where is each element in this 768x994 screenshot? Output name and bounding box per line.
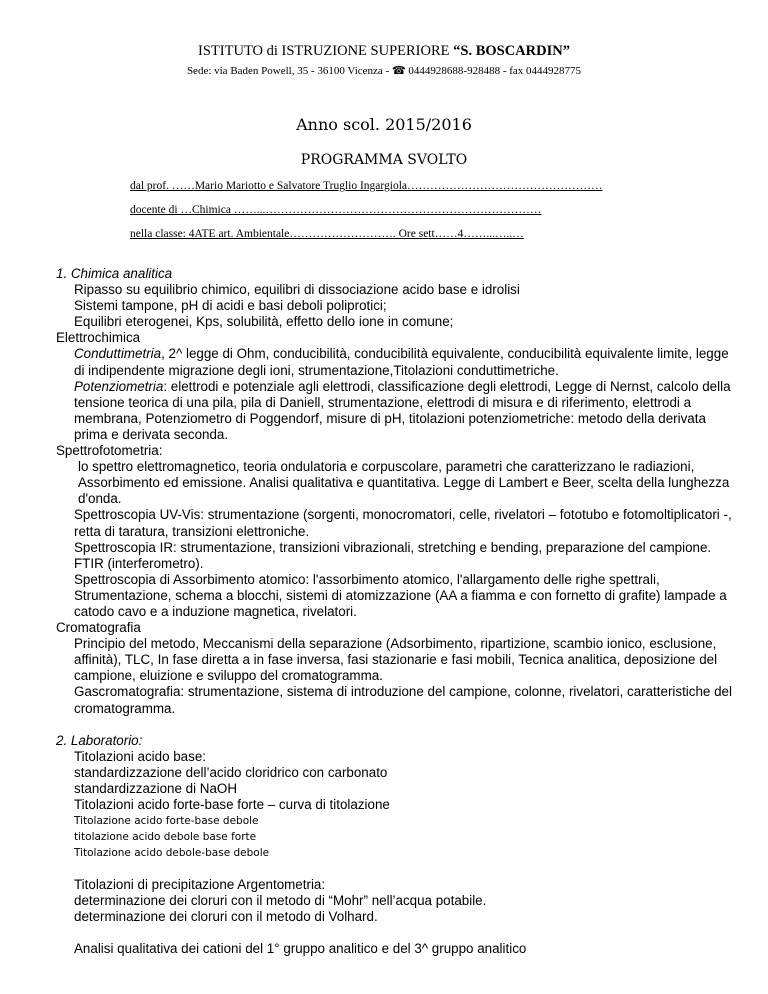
chromatography-paragraph: Principio del metodo, Meccanismi della separazione (Adsorbimento, ripartizione, scambio ionico, esclusione, affinità), TLC, In fase diretta a in fase inversa, fasi stazionarie e fasi mobili, Tecnica analitica, deposizione del campione, eluizione e sviluppo del cromatogramma. [74,636,718,684]
ir-paragraph: Spettroscopia IR: strumentazione, transizioni vibrazionali, stretching e bending, preparazione del campione. FTIR (interferometro). [74,539,712,571]
class-line: nella classe: 4ATE art. Ambientale………………………. Ore sett……4……...…..… [130,228,524,240]
precip-line: determinazione dei cloruri con il metodo di Volhard. [74,909,378,925]
school-name: “S. BOSCARDIN” [453,43,570,59]
lab-small-line: Titolazione acido debole-base debole [74,847,270,860]
school-address: Sede: via Baden Powell, 35 - 36100 Vicenza - ☎ 0444928688-928488 - fax 0444928775 [186,65,582,77]
phone-icon: ☎ [391,65,406,77]
electrochemistry-heading: Elettrochimica [56,330,141,346]
precip-line: determinazione dei cloruri con il metodo di “Mohr” nell’acqua potabile. [74,893,487,909]
subject-line: docente di …Chimica ……...……………………………………………………………… [130,204,542,216]
school-year: Anno scol. 2015/2016 [296,115,472,134]
potenziometria-paragraph: Potenziometria: elettrodi e potenziale agli elettrodi, classificazione degli elettrodi, Legge di Nernst, calcolo della tensione teorica di una pila, pila di Daniell, strumentazione, elettrodi di misura e di riferimento, elettrodi a membrana, Potenziometro di Poggendorf, misure di pH, titolazioni potenziometriche: metodo della derivata prima e derivata seconda. [74,378,731,442]
chromatography-heading: Cromatografia [56,620,141,636]
gc-paragraph: Gascromatografia: strumentazione, sistema di introduzione del campione, colonne, rivelatori, caratteristiche del cromatogramma. [74,684,732,716]
conduttimetria-paragraph: Conduttimetria, 2^ legge di Ohm, conducibilità, conducibilità equivalente, conducibilità equivalente limite, legge di indipendente migrazione degli ioni, strumentazione,Titolazioni conduttimetriche. [74,346,729,378]
aa-paragraph: Spettroscopia di Assorbimento atomico: l'assorbimento atomico, l'allargamento delle righe spettrali, Strumentazione, schema a blocchi, sistemi di atomizzazione (AA a fiamma e con fornetto di grafite) lampade a catodo cavo e a induzione magnetica, rivelatori. [74,571,727,619]
section1-line: Equilibri eterogenei, Kps, solubilità, effetto dello ione in comune; [74,314,454,330]
section1-line: Ripasso su equilibrio chimico, equilibri di dissociazione acido base e idrolisi [74,282,520,298]
precip-line: Titolazioni di precipitazione Argentometria: [74,877,326,893]
program-title: PROGRAMMA SVOLTO [300,152,468,168]
lab-small-line: titolazione acido debole base forte [74,831,257,844]
qualitative-analysis-line: Analisi qualitativa dei cationi del 1° gruppo analitico e del 3^ gruppo analitico [74,941,527,957]
lab-line: standardizzazione dell’acido cloridrico con carbonato [74,764,388,780]
uvvis-paragraph: Spettroscopia UV-Vis: strumentazione (sorgenti, monocromatori, celle, rivelatori – fototubo e fotomoltiplicatori -, retta di taratura, transizioni elettroniche. [74,507,732,539]
program-body [56,266,736,957]
lab-line: Titolazioni acido base: [74,748,206,764]
school-header [0,43,768,60]
section2-heading: 2. Laboratorio: [56,732,143,748]
spectro-intro-paragraph: lo spettro elettromagnetico, teoria ondulatoria e corpuscolare, parametri che caratterizzano le radiazioni, Assorbimento ed emissione. Analisi qualitativa e quantitativa. Legge di Lambert e Beer, scelta della lunghezza d'onda. [78,459,730,507]
spectrophotometry-heading: Spettrofotometria: [56,443,163,459]
lab-line: standardizzazione di NaOH [74,780,238,796]
lab-line: Titolazioni acido forte-base forte – curva di titolazione [74,797,390,812]
teachers-line: dal prof. ……Mario Mariotto e Salvatore Truglio Ingargiola…………………………………………… [130,180,603,192]
school-prefix: ISTITUTO di ISTRUZIONE SUPERIORE [198,43,454,59]
section1-heading: 1. Chimica analitica [56,266,173,281]
section1-line: Sistemi tampone, pH di acidi e basi deboli poliprotici; [74,298,387,314]
lab-small-line: Titolazione acido forte-base debole [74,815,259,828]
